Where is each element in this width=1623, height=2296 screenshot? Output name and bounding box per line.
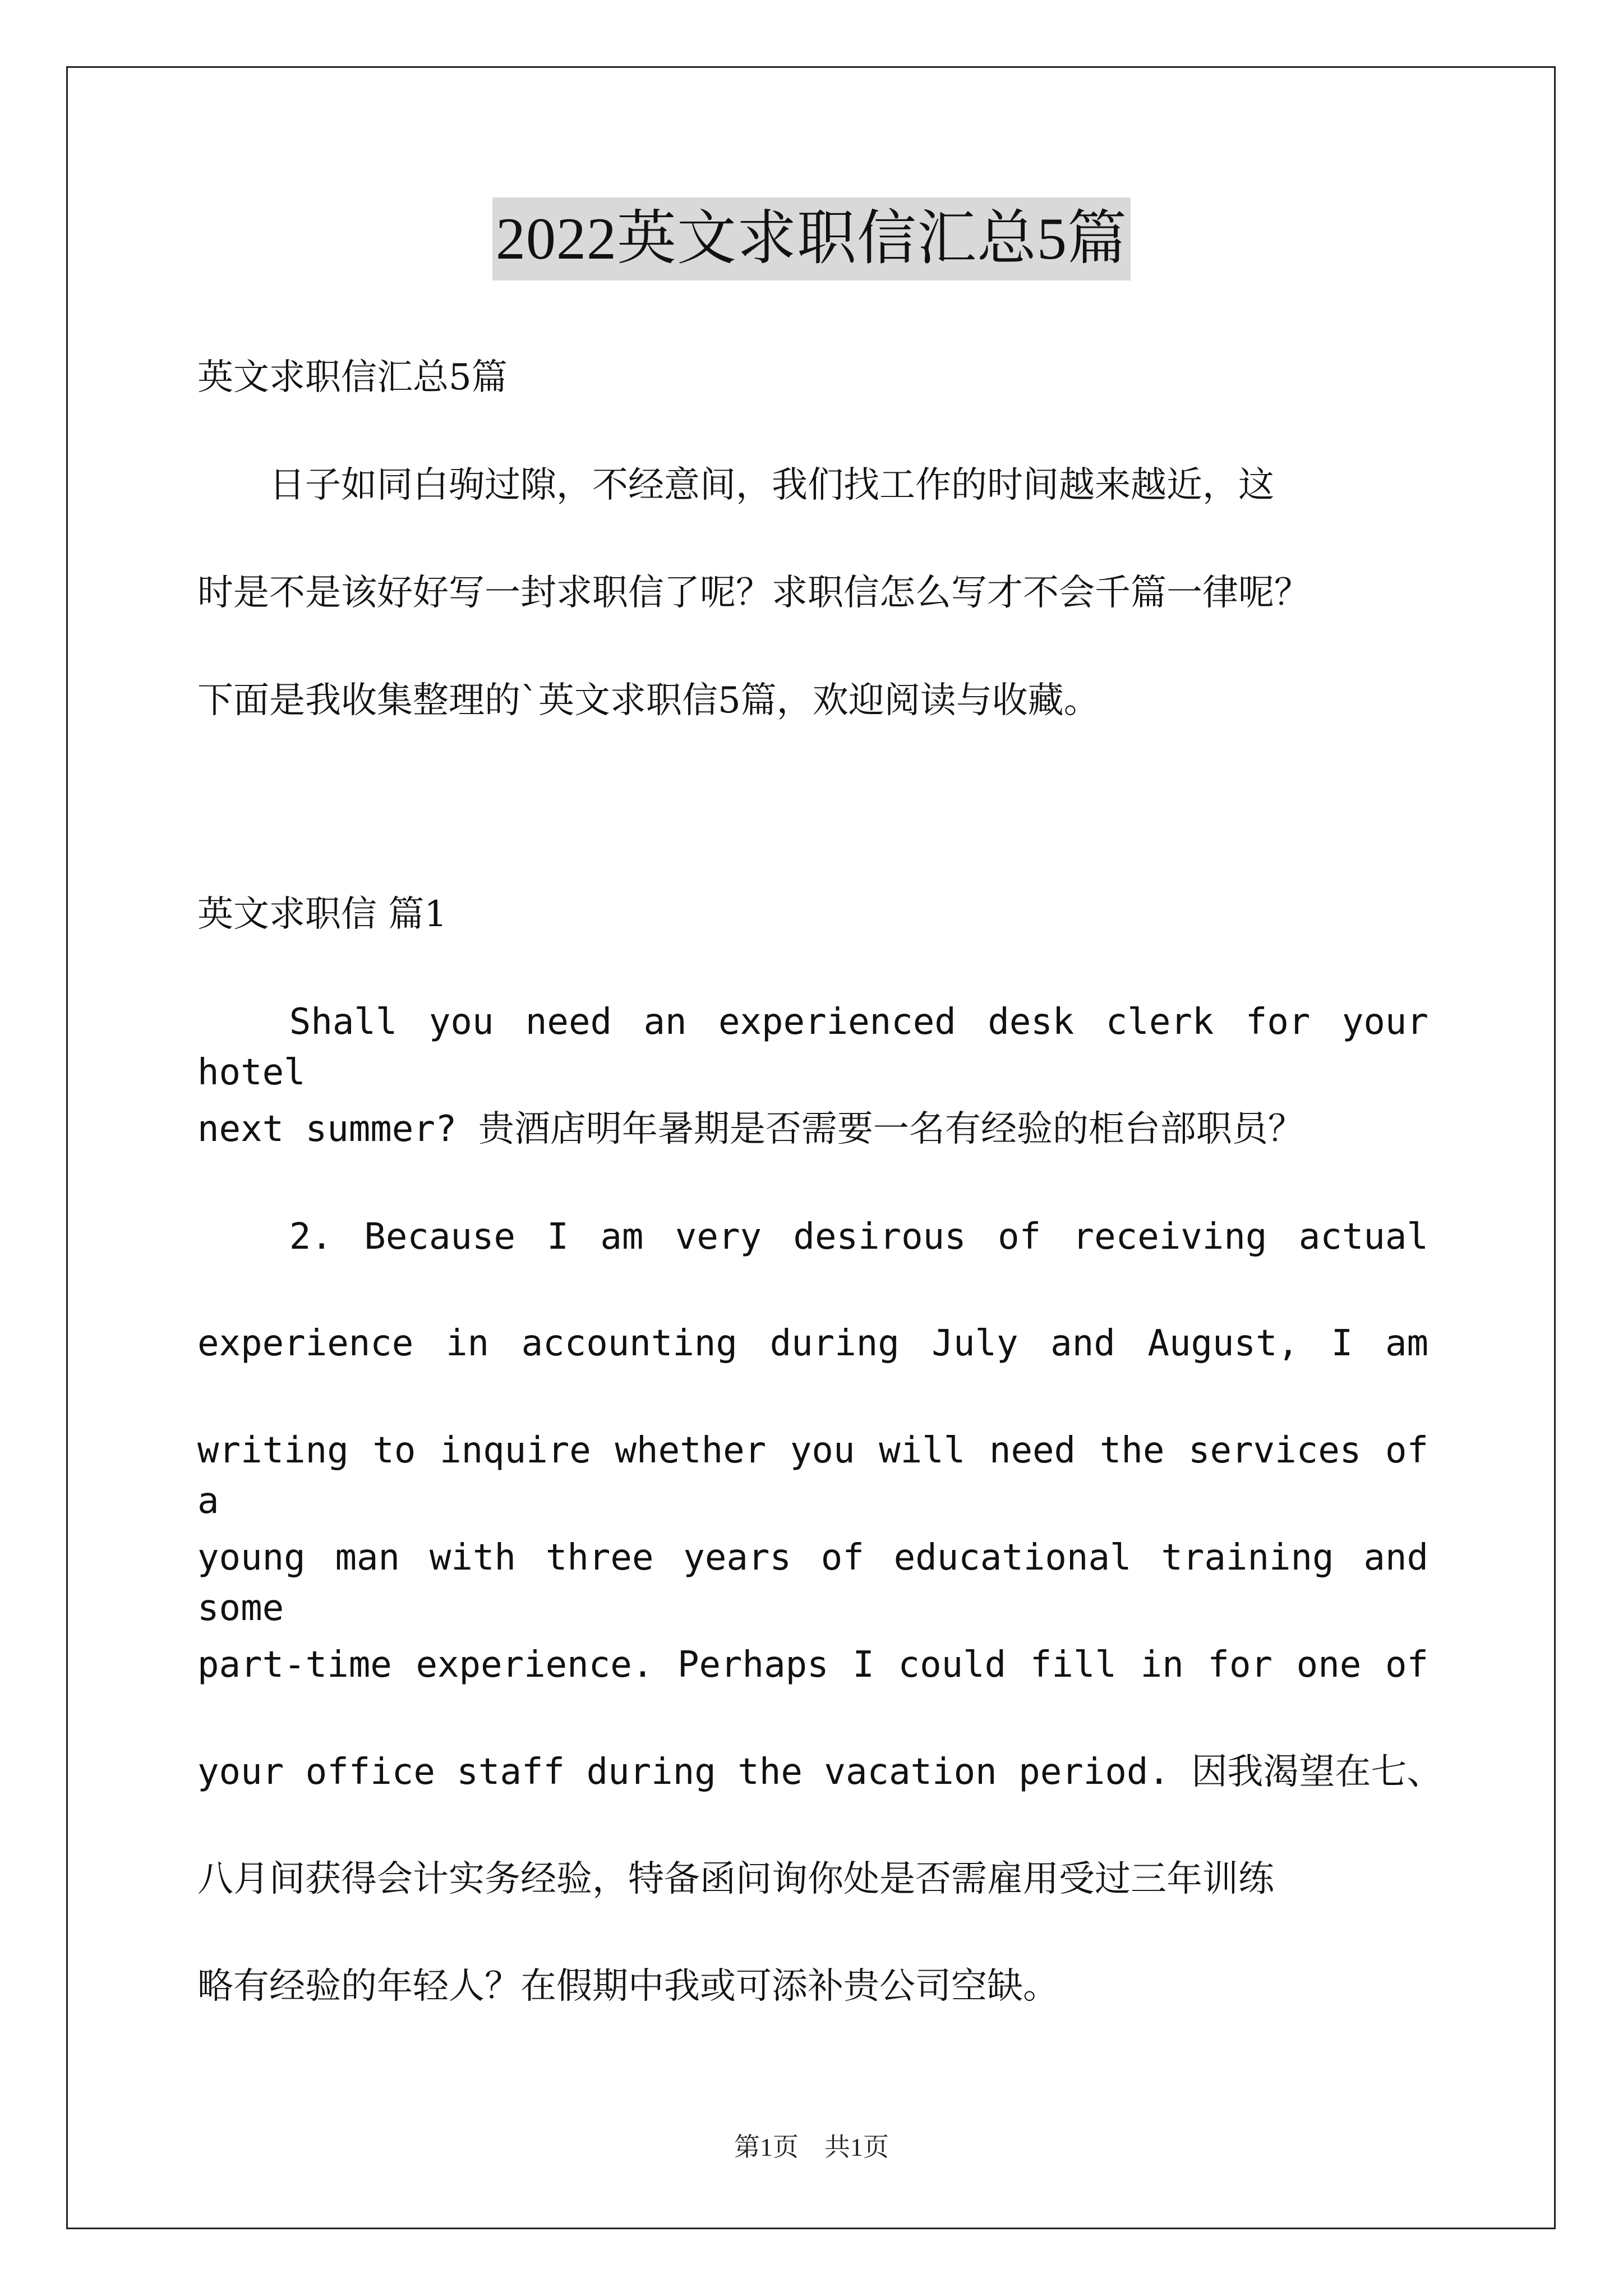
body-line: experience in accounting during July and August, I am <box>197 1323 1428 1364</box>
body-line: writing to inquire whether you will need the services of a <box>197 1430 1428 1522</box>
body-line: 略有经验的年轻人？在假期中我或可添补贵公司空缺。 <box>197 1966 1059 2007</box>
body-line: 2. Because I am very desirous of receiving actual <box>197 1216 1428 1258</box>
body-line: your office staff during the vacation period. 因我渴望在七、 <box>197 1751 1443 1793</box>
body-line: next summer? 贵酒店明年暑期是否需要一名有经验的柜台部职员？ <box>197 1108 1304 1150</box>
intro-line: 日子如同白驹过隙，不经意间，我们找工作的时间越来越近，这 <box>197 464 1274 506</box>
body-line: 八月间获得会计实务经验，特备函问询你处是否需雇用受过三年训练 <box>197 1858 1274 1900</box>
intro-line: 时是不是该好好写一封求职信了呢？求职信怎么写才不会千篇一律呢？ <box>197 572 1310 614</box>
document-subtitle: 英文求职信汇总5篇 <box>197 357 508 398</box>
intro-line: 下面是我收集整理的`英文求职信5篇，欢迎阅读与收藏。 <box>197 680 1100 721</box>
body-line: Shall you need an experienced desk clerk for your hotel <box>197 1001 1428 1093</box>
body-line: young man with three years of educational training and some <box>197 1537 1428 1629</box>
section-heading: 英文求职信 篇1 <box>197 894 448 935</box>
document-title: 2022英文求职信汇总5篇 <box>492 197 1131 280</box>
body-line: part-time experience. Perhaps I could fill in for one of <box>197 1644 1428 1686</box>
page-footer: 第1页 共1页 <box>734 2133 889 2161</box>
title-container <box>0 197 1623 280</box>
